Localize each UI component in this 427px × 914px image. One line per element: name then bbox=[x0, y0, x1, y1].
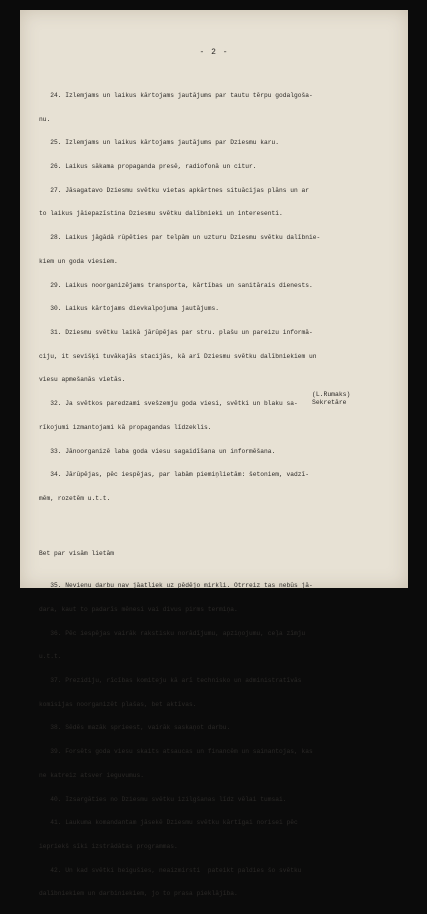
signature-name: (L.Rumaks) bbox=[312, 391, 351, 398]
text-line: kiem un goda viesiem. bbox=[39, 257, 118, 265]
text-line: 36. Pēc iespējas vairāk rakstisku norādījumu, apziņojumu, ceļa zīmju bbox=[39, 629, 306, 637]
text-line: 32. Ja svētkos paredzami svešzemju goda viesi, svētki un blaku sa- bbox=[39, 400, 298, 408]
text-line: iepriekš sīki izstrādātas programmas. bbox=[39, 843, 178, 850]
text-line: 35. Nevienu darbu nav jāatliek uz pēdējo mirkli. Otrreiz tas nebūs jā- bbox=[39, 582, 313, 590]
text-line: mēm, rozetēm u.t.t. bbox=[39, 495, 111, 503]
text-line: ciju, it sevišķi tuvākajās stacijās, kā arī Dziesmu svētku dalībniekiem un bbox=[39, 352, 317, 360]
section-heading: Bet par visām lietām bbox=[39, 550, 115, 558]
text-line: ne katreiz atsver ieguvumus. bbox=[39, 771, 145, 779]
text-line: 28. Laikus jāgādā rūpēties par telpām un uzturu Dziesmu svētku dalībnie- bbox=[39, 234, 321, 242]
text-line: to laikus jāiepazīstina Dziesmu svētku dalībnieki un interesenti. bbox=[39, 210, 283, 218]
text-line: 29. Laikus noorganizējams transporta, kārtības un sanitārais dienests. bbox=[39, 281, 313, 289]
text-line: 25. Izlemjams un laikus kārtojams jautājums par Dziesmu karu. bbox=[39, 139, 280, 147]
text-line: 38. Sēdēs mazāk sprieest, vairāk saskaņot darbu. bbox=[39, 724, 231, 732]
text-line: 30. Laikus kārtojams dievkalpojuma jautājums. bbox=[39, 305, 220, 313]
text-line: 41. Laukuma komandantam jāsekē Dziesmu svētku kārtīgai norisei pēc bbox=[39, 819, 298, 827]
text-line: nu. bbox=[39, 115, 51, 123]
signature-title: Sekretāre bbox=[312, 399, 347, 406]
text-line: 39. Forsēts goda viesu skaits atsaucas un financēm un sainantojas, kas bbox=[39, 748, 313, 756]
text-line: 42. Un kad svētki beigušies, neaizmirsti pateikt paldies šo svētku bbox=[39, 866, 302, 874]
text-line: dalībniekiem un darbiniekiem, jo to prasa pieklājība. bbox=[39, 890, 238, 898]
signature-block bbox=[312, 391, 350, 407]
text-line: 26. Laikus sākama propaganda presē, radiofonā un citur. bbox=[39, 162, 257, 170]
text-line: komisijas noorganizēt plašas, bet aktīvas. bbox=[39, 700, 197, 708]
text-line: 27. Jāsagatavo Dziesmu svētku vietas apkārtnes situācijas plāns un ar bbox=[39, 186, 310, 194]
text-line: 40. Izsargāties no Dziesmu svētku izilgšanas līdz vēlai tumsai. bbox=[39, 795, 287, 803]
text-line: viesu apmešanās vietās. bbox=[39, 376, 126, 384]
text-line: rīkojumi izmantojami kā propagandas līdzeklis. bbox=[39, 423, 212, 431]
text-line: 24. Izlemjams un laikus kārtojams jautājums par tautu tērpu godalgoša- bbox=[39, 91, 313, 99]
document-page bbox=[20, 10, 408, 898]
text-line: 37. Prezidiju, rīcības komiteju kā arī technisko un administratīvās bbox=[39, 676, 302, 684]
page-number: - 2 - bbox=[199, 48, 229, 57]
text-line: 33. Jānoorganizē laba goda viesu sagaidīšana un informēšana. bbox=[39, 447, 276, 455]
text-line: 34. Jārūpējas, pēc iespējas, par labām piemiņlietām: šetoniem, vadzī- bbox=[39, 471, 310, 479]
document-body bbox=[39, 76, 397, 914]
text-line: 31. Dziesmu svētku laikā jārūpējas par stru. plašu un pareizu informā- bbox=[39, 329, 313, 336]
text-line: dara, kaut to padarīs mēnesi vai divus pirms termiņa. bbox=[39, 605, 238, 613]
text-line: u.t.t. bbox=[39, 653, 62, 661]
